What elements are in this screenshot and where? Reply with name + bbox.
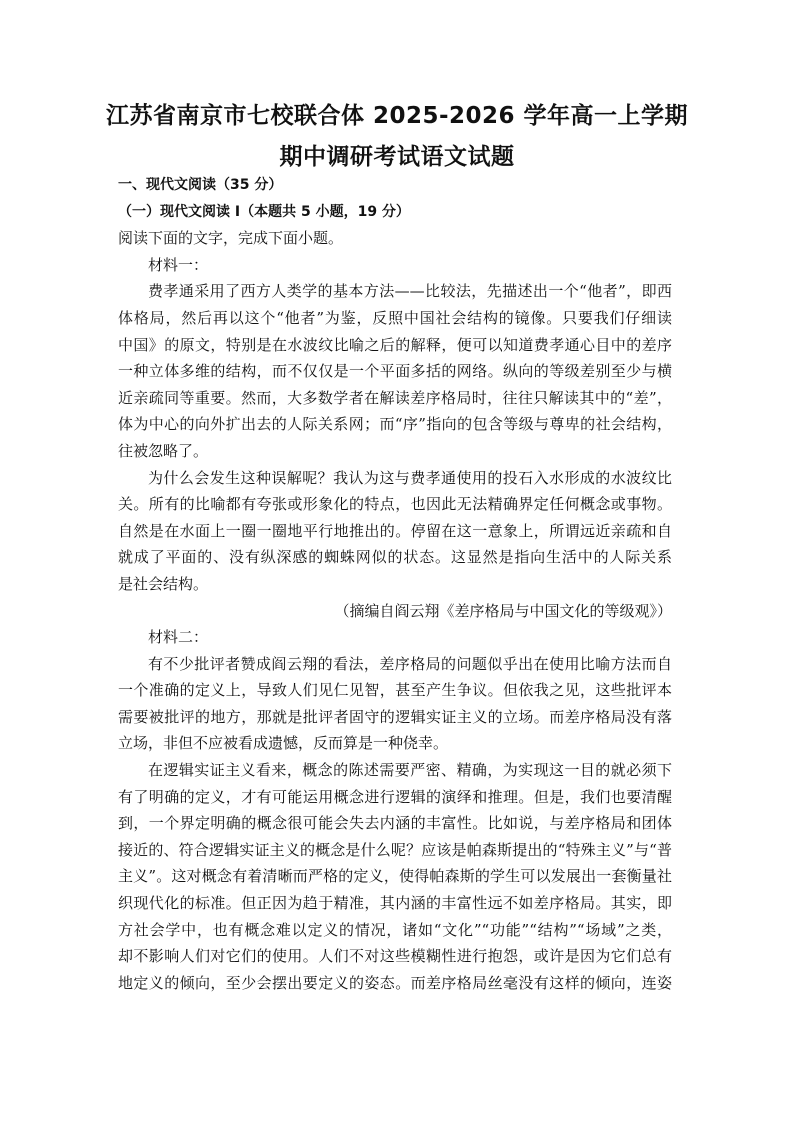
paragraph-line: 主义”。这对概念有着清晰而严格的定义，使得帕森斯的学生可以发展出一套衡量社 xyxy=(118,867,672,886)
paragraph-line: 一种立体多维的结构，而不仅仅是一个平面多括的网络。纵向的等级差别至少与横 xyxy=(118,362,672,381)
material-1-source: （摘编自阎云翔《差序格局与中国文化的等级观》） xyxy=(334,601,672,620)
paragraph-line: 近亲疏同等重要。然而，大多数学者在解读差序格局时，往往只解读其中的“差”， xyxy=(118,388,672,407)
paragraph-line: 中国》的原文，特别是在水波纹比喻之后的解释，便可以知道费孝通心目中的差序 xyxy=(118,335,672,354)
paragraph-line: 在逻辑实证主义看来，概念的陈述需要严密、精确，为实现这一目的就必须下 xyxy=(148,761,672,780)
paragraph-line: 需要被批评的地方，那就是批评者固守的逻辑实证主义的立场。而差序格局没有落 xyxy=(118,707,672,726)
exam-title-line-2: 期中调研考试语文试题 xyxy=(279,144,515,170)
exam-title-line-1: 江苏省南京市七校联合体 2025-2026 学年高一上学期 xyxy=(105,103,689,129)
paragraph-line: 一个准确的定义上，导致人们见仁见智，甚至产生争议。但依我之见，这些批评本 xyxy=(118,681,672,700)
paragraph-line: 到，一个界定明确的概念很可能会失去内涵的丰富性。比如说，与差序格局和团体 xyxy=(118,814,672,833)
paragraph-line: 地定义的倾向，至少会摆出要定义的姿态。而差序格局丝毫没有这样的倾向，连姿 xyxy=(118,973,672,992)
material-2-paragraph-2 xyxy=(118,757,672,996)
material-1-paragraph-1 xyxy=(118,278,672,464)
subsection-heading: （一）现代文阅读 I（本题共 5 小题，19 分） xyxy=(118,203,410,220)
paragraph-line: 体为中心的向外扩出去的人际关系网；而“序”指向的包含等级与尊卑的社会结构， xyxy=(118,415,672,434)
paragraph-line: 是社会结构。 xyxy=(118,574,209,593)
paragraph-line: 就成了平面的、没有纵深感的蜘蛛网似的状态。这显然是指向生活中的人际关系 xyxy=(118,548,672,567)
paragraph-line: 接近的、符合逻辑实证主义的概念是什么呢？应该是帕森斯提出的“特殊主义”与“普 xyxy=(118,840,672,859)
paragraph-line: 有不少批评者赞成阎云翔的看法，差序格局的问题似乎出在使用比喻方法而自 xyxy=(148,654,672,673)
paragraph-line: 立场，非但不应被看成遗憾，反而算是一种侥幸。 xyxy=(118,734,449,753)
material-1-paragraph-2 xyxy=(118,465,672,598)
paragraph-line: 费孝通采用了西方人类学的基本方法——比较法，先描述出一个“他者”，即西 xyxy=(148,282,672,301)
paragraph-line: 为什么会发生这种误解呢？我认为这与费孝通使用的投石入水形成的水波纹比 xyxy=(148,468,672,487)
material-2-label: 材料二： xyxy=(148,628,209,647)
section-heading: 一、现代文阅读（35 分） xyxy=(118,177,283,193)
paragraph-line: 却不影响人们对它们的使用。人们不对这些模糊性进行抱怨，或许是因为它们总有 xyxy=(118,947,672,966)
paragraph-line: 织现代化的标准。但正因为趋于精准，其内涵的丰富性远不如差序格局。其实，即 xyxy=(118,894,672,913)
paragraph-line: 自然是在水面上一圈一圈地平行地推出的。停留在这一意象上，所谓远近亲疏和自 xyxy=(118,521,672,540)
exam-body xyxy=(118,172,672,996)
paragraph-line: 方社会学中，也有概念难以定义的情况，诸如“文化”“功能”“结构”“场域”之类， xyxy=(118,920,672,939)
material-1-label: 材料一： xyxy=(148,255,209,274)
paragraph-line: 体格局，然后再以这个“他者”为鉴，反照中国社会结构的镜像。只要我们仔细读 xyxy=(118,308,672,327)
paragraph-line: 往被忽略了。 xyxy=(118,441,209,460)
material-2-paragraph-1 xyxy=(118,651,672,757)
reading-instruction: 阅读下面的文字，完成下面小题。 xyxy=(118,229,344,248)
paragraph-line: 有了明确的定义，才有可能运用概念进行逻辑的演绎和推理。但是，我们也要清醒 xyxy=(118,787,672,806)
paragraph-line: 关。所有的比喻都有夸张或形象化的特点，也因此无法精确界定任何概念或事物。 xyxy=(118,495,672,514)
